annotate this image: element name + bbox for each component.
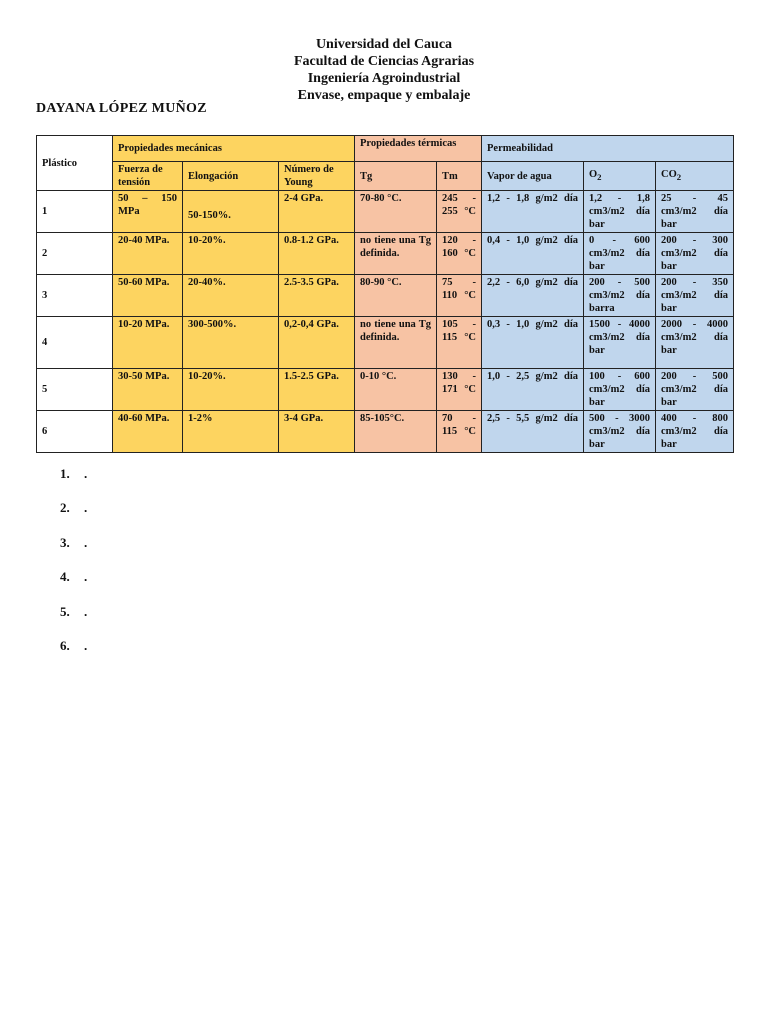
table-column-header-row bbox=[37, 162, 734, 191]
young-header: Número de Young bbox=[279, 162, 355, 191]
tg-cell: 80-90 °C. bbox=[355, 275, 437, 317]
tensile-cell: 40-60 MPa. bbox=[113, 411, 183, 453]
elongation-cell: 20-40%. bbox=[183, 275, 279, 317]
plastic-id: 4 bbox=[37, 317, 113, 369]
list-item bbox=[60, 535, 87, 569]
elongation-cell: 10-20%. bbox=[183, 233, 279, 275]
list-text: . bbox=[84, 569, 88, 585]
tm-cell: 245 - 255 °C bbox=[437, 191, 482, 233]
table-row bbox=[37, 411, 734, 453]
tensile-cell: 30-50 MPa. bbox=[113, 369, 183, 411]
table-row bbox=[37, 317, 734, 369]
tg-cell: no tiene una Tg definida. bbox=[355, 317, 437, 369]
plastic-id: 2 bbox=[37, 233, 113, 275]
o2-cell: 200 - 500 cm3/m2 día barra bbox=[584, 275, 656, 317]
water-vapor-cell: 1,2 - 1,8 g/m2 día bbox=[482, 191, 584, 233]
list-text: . bbox=[84, 466, 88, 481]
tm-cell: 120 - 160 °C bbox=[437, 233, 482, 275]
elongation-header: Elongación bbox=[183, 162, 279, 191]
document-header bbox=[0, 36, 768, 104]
tensile-header: Fuerza de tensión bbox=[113, 162, 183, 191]
list-item bbox=[60, 638, 87, 672]
tg-header: Tg bbox=[355, 162, 437, 191]
co2-header: $CO_2$ bbox=[656, 162, 734, 191]
water-vapor-cell: 2,5 - 5,5 g/m2 día bbox=[482, 411, 584, 453]
list-number: 5. bbox=[60, 603, 70, 619]
elongation-cell: 300-500%. bbox=[183, 317, 279, 369]
young-cell: 0,2-0,4 GPa. bbox=[279, 317, 355, 369]
elongation-cell: 50-150%. bbox=[183, 191, 279, 233]
list-item bbox=[60, 604, 87, 638]
list-text: . bbox=[84, 603, 88, 619]
plastic-id: 3 bbox=[37, 275, 113, 317]
water-vapor-cell: 1,0 - 2,5 g/m2 día bbox=[482, 369, 584, 411]
tm-cell: 70 - 115 °C bbox=[437, 411, 482, 453]
o2-cell: 1,2 - 1,8 cm3/m2 día bar bbox=[584, 191, 656, 233]
faculty-name: Facultad de Ciencias Agrarias bbox=[293, 54, 475, 69]
tm-header: Tm bbox=[437, 162, 482, 191]
co2-cell: 25 - 45 cm3/m2 día bar bbox=[656, 191, 734, 233]
list-item bbox=[60, 500, 87, 534]
co2-cell: 200 - 500 cm3/m2 día bar bbox=[656, 369, 734, 411]
list-number: 1. bbox=[60, 466, 70, 481]
table-row bbox=[37, 191, 734, 233]
course-name: Envase, empaque y embalaje bbox=[297, 88, 471, 103]
co2-cell: 200 - 300 cm3/m2 día bar bbox=[656, 233, 734, 275]
tg-cell: 0-10 °C. bbox=[355, 369, 437, 411]
tensile-cell: 20-40 MPa. bbox=[113, 233, 183, 275]
table-row bbox=[37, 275, 734, 317]
tensile-cell: 50-60 MPa. bbox=[113, 275, 183, 317]
plastic-id: 1 bbox=[37, 191, 113, 233]
mechanical-properties-header: Propiedades mecánicas bbox=[113, 136, 355, 162]
university-name: Universidad del Cauca bbox=[315, 37, 453, 52]
young-cell: 2.5-3.5 GPa. bbox=[279, 275, 355, 317]
list-number: 2. bbox=[60, 500, 70, 516]
thermal-properties-header: Propiedades térmicas bbox=[355, 136, 482, 162]
young-cell: 1.5-2.5 GPa. bbox=[279, 369, 355, 411]
author-name: DAYANA LÓPEZ MUÑOZ bbox=[36, 101, 207, 116]
plastic-header: Plástico bbox=[37, 136, 113, 191]
list-text: . bbox=[84, 534, 88, 550]
o2-cell: 500 - 3000 cm3/m2 día bar bbox=[584, 411, 656, 453]
table-row bbox=[37, 369, 734, 411]
water-vapor-cell: 2,2 - 6,0 g/m2 día bbox=[482, 275, 584, 317]
young-cell: 3-4 GPa. bbox=[279, 411, 355, 453]
o2-cell: 1500 - 4000 cm3/m2 día bar bbox=[584, 317, 656, 369]
young-cell: 0.8-1.2 GPa. bbox=[279, 233, 355, 275]
o2-cell: 100 - 600 cm3/m2 día bar bbox=[584, 369, 656, 411]
water-vapor-cell: 0,4 - 1,0 g/m2 día bbox=[482, 233, 584, 275]
tg-cell: 85-105°C. bbox=[355, 411, 437, 453]
permeability-header: Permeabilidad bbox=[482, 136, 734, 162]
tm-cell: 130 - 171 °C bbox=[437, 369, 482, 411]
co2-cell: 200 - 350 cm3/m2 día bar bbox=[656, 275, 734, 317]
list-number: 6. bbox=[60, 637, 70, 653]
tm-cell: 105 - 115 °C bbox=[437, 317, 482, 369]
list-text: . bbox=[84, 637, 88, 653]
list-number: 4. bbox=[60, 569, 70, 585]
plastic-id: 5 bbox=[37, 369, 113, 411]
list-number: 3. bbox=[60, 534, 70, 550]
list-item bbox=[60, 466, 87, 500]
tg-cell: 70-80 °C. bbox=[355, 191, 437, 233]
numbered-list bbox=[60, 466, 87, 672]
plastic-id: 6 bbox=[37, 411, 113, 453]
co2-cell: 400 - 800 cm3/m2 día bar bbox=[656, 411, 734, 453]
list-text: . bbox=[84, 500, 88, 516]
young-cell: 2-4 GPa. bbox=[279, 191, 355, 233]
water-vapor-cell: 0,3 - 1,0 g/m2 día bbox=[482, 317, 584, 369]
water-vapor-header: Vapor de agua bbox=[482, 162, 584, 191]
elongation-cell: 1-2% bbox=[183, 411, 279, 453]
program-name: Ingeniería Agroindustrial bbox=[307, 71, 461, 86]
tm-cell: 75 - 110 °C bbox=[437, 275, 482, 317]
tg-cell: no tiene una Tg definida. bbox=[355, 233, 437, 275]
table-row bbox=[37, 233, 734, 275]
o2-cell: 0 - 600 cm3/m2 día bar bbox=[584, 233, 656, 275]
table-group-header-row bbox=[37, 136, 734, 162]
tensile-cell: 10-20 MPa. bbox=[113, 317, 183, 369]
tensile-cell: 50 – 150 MPa bbox=[113, 191, 183, 233]
list-item bbox=[60, 569, 87, 603]
o2-header: $O_2$ bbox=[584, 162, 656, 191]
elongation-cell: 10-20%. bbox=[183, 369, 279, 411]
co2-cell: 2000 - 4000 cm3/m2 día bar bbox=[656, 317, 734, 369]
properties-table bbox=[36, 135, 734, 453]
